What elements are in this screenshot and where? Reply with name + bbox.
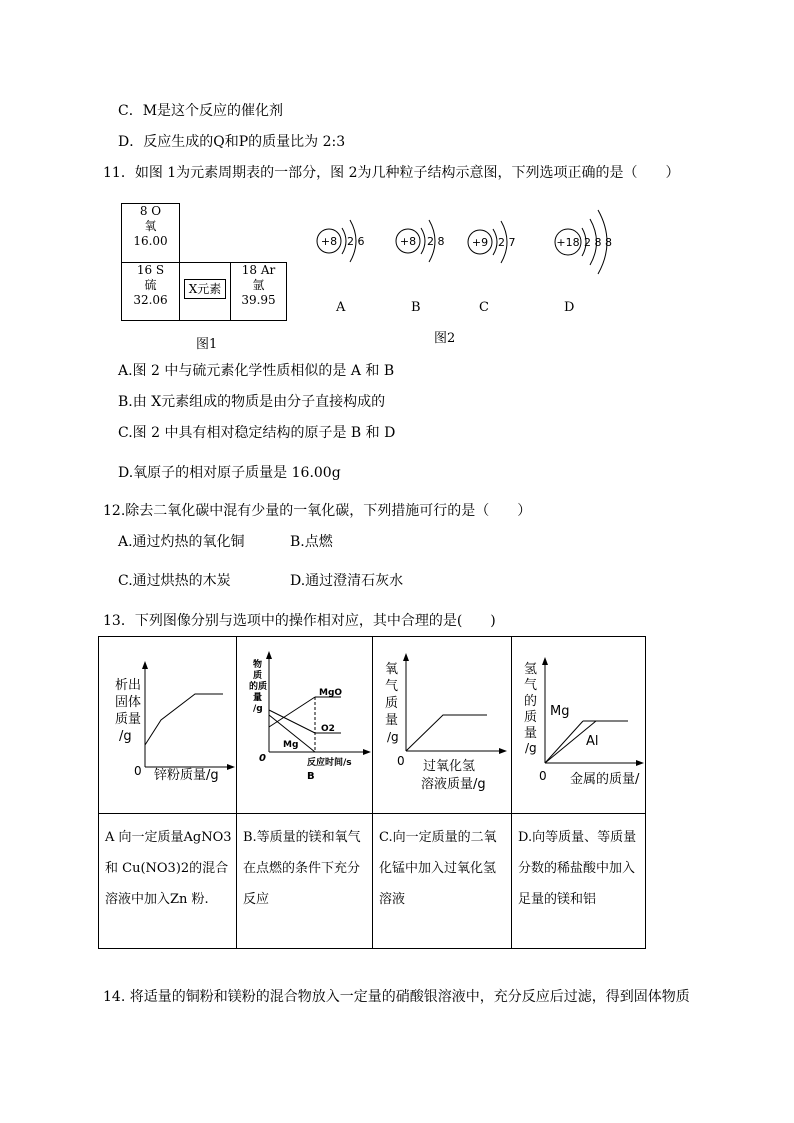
graph-c-origin: 0 bbox=[397, 754, 405, 768]
graph-d-ylabel-4: 质 bbox=[524, 710, 538, 725]
atom-c-shells: 2 7 bbox=[498, 236, 516, 249]
graph-d-description: D.向等质量、等质量分数的稀盐酸中加入足量的镁和铝 bbox=[518, 830, 637, 907]
graph-c-description: C.向一定质量的二氧化锰中加入过氧化氢溶液 bbox=[379, 830, 497, 907]
atom-b-diagram bbox=[396, 220, 445, 262]
atom-b-shells: 2 8 bbox=[427, 235, 445, 248]
graph-b-ylabel-3: 的质 bbox=[249, 682, 268, 692]
cell-x-element bbox=[179, 262, 231, 321]
graph-b-mg-label: Mg bbox=[283, 740, 299, 750]
q11-option-b: B.由 X元素组成的物质是由分子直接构成的 bbox=[118, 394, 386, 410]
q12-stem: 12.除去二氧化碳中混有少量的一氧化碳，下列措施可行的是（ ） bbox=[103, 503, 532, 519]
q12-option-c: C.通过烘热的木炭 bbox=[118, 573, 231, 589]
particle-structure-diagrams bbox=[300, 190, 630, 300]
graph-a-xlabel: 锌粉质量/g bbox=[154, 768, 219, 783]
q14-stem: 14. 将适量的铜粉和镁粉的混合物放入一定量的硝酸银溶液中，充分反应后过滤，得到固体物质 bbox=[103, 989, 690, 1005]
graph-a-ylabel-1: 析出 bbox=[115, 678, 142, 693]
cell-oxygen bbox=[121, 203, 180, 263]
atom-d-shells: 2 8 8 bbox=[584, 236, 612, 249]
graph-a bbox=[99, 637, 236, 813]
graph-b-mgo-label: MgO bbox=[319, 688, 343, 698]
argon-mass: 39.95 bbox=[241, 293, 276, 307]
graph-d-origin: 0 bbox=[539, 769, 547, 783]
graph-d bbox=[512, 637, 646, 813]
atom-label-b: B bbox=[411, 300, 421, 315]
graph-c-ylabel-5: /g bbox=[387, 730, 399, 744]
graph-b-ylabel-5: /g bbox=[253, 704, 263, 714]
graph-b bbox=[237, 637, 374, 813]
atom-label-c: C bbox=[479, 300, 489, 315]
argon-name: 氩 bbox=[252, 278, 265, 292]
atom-c-nucleus: +9 bbox=[471, 236, 489, 249]
graph-a-ylabel-2: 固体 bbox=[115, 695, 142, 710]
atom-a-shells: 2 6 bbox=[347, 235, 365, 248]
q11-option-a: A.图 2 中与硫元素化学性质相似的是 A 和 B bbox=[118, 363, 395, 379]
graph-d-ylabel-5: 量 bbox=[524, 726, 538, 741]
graph-a-origin: 0 bbox=[134, 764, 142, 778]
graph-c-ylabel-4: 量 bbox=[385, 713, 399, 728]
atom-label-a: A bbox=[336, 300, 346, 315]
atom-c-diagram bbox=[468, 221, 516, 263]
graph-b-description: B.等质量的镁和氧气在点燃的条件下充分反应 bbox=[243, 830, 361, 907]
q11-option-d: D.氧原子的相对原子质量是 16.00g bbox=[118, 465, 341, 481]
atom-d-nucleus: +18 bbox=[556, 236, 580, 249]
q12-option-d: D.通过澄清石灰水 bbox=[290, 573, 404, 589]
sulfur-number-symbol: 16 S bbox=[136, 263, 165, 277]
cell-argon bbox=[230, 262, 287, 321]
oxygen-name: 氧 bbox=[144, 219, 157, 233]
graph-c-ylabel-1: 氧 bbox=[385, 662, 399, 677]
graph-b-xlabel: 反应时间/s bbox=[307, 758, 352, 768]
graph-a-ylabel-4: /g bbox=[119, 729, 132, 744]
graph-b-sublabel: B bbox=[307, 771, 315, 782]
cell-sulfur bbox=[121, 262, 180, 321]
graph-d-ylabel-2: 气 bbox=[524, 678, 538, 693]
graph-c-xlabel-2: 溶液质量/g bbox=[421, 777, 486, 792]
graph-c-ylabel-3: 质 bbox=[385, 696, 399, 711]
atom-b-nucleus: +8 bbox=[399, 235, 417, 248]
q13-stem: 13．下列图像分别与选项中的操作相对应，其中合理的是( ) bbox=[103, 613, 496, 629]
atom-label-d: D bbox=[564, 300, 575, 315]
oxygen-mass: 16.00 bbox=[133, 234, 168, 248]
graph-c-ylabel-2: 气 bbox=[385, 679, 399, 694]
graph-d-ylabel-3: 的 bbox=[524, 694, 538, 709]
sulfur-name: 硫 bbox=[144, 278, 157, 292]
atom-d-diagram bbox=[555, 210, 612, 274]
graph-d-ylabel-6: /g bbox=[525, 741, 537, 755]
graph-d-ylabel-1: 氢 bbox=[524, 662, 538, 677]
atom-a-nucleus: +8 bbox=[320, 235, 338, 248]
graph-d-xlabel: 金属的质量/ bbox=[570, 772, 640, 787]
q12-option-a: A.通过灼热的氧化铜 bbox=[118, 534, 245, 550]
graph-d-al-label: Al bbox=[586, 734, 599, 749]
graph-c-xlabel-1: 过氧化氢 bbox=[423, 759, 476, 774]
q11-stem: 11．如图 1为元素周期表的一部分，图 2为几种粒子结构示意图，下列选项正确的是（ ） bbox=[103, 165, 680, 181]
q10-option-d: D．反应生成的Q和P的质量比为 2:3 bbox=[118, 134, 346, 150]
graph-b-origin: 0 bbox=[259, 753, 266, 764]
fig2-caption: 图2 bbox=[434, 331, 456, 346]
graph-a-ylabel-3: 质量 bbox=[115, 712, 142, 727]
atom-a-diagram bbox=[317, 220, 365, 262]
graph-b-o2-label: O2 bbox=[321, 724, 335, 734]
graph-d-mg-label: Mg bbox=[550, 704, 570, 719]
oxygen-number-symbol: 8 O bbox=[139, 204, 162, 218]
sulfur-mass: 32.06 bbox=[133, 293, 168, 307]
graph-b-ylabel-4: 量 bbox=[253, 693, 263, 703]
graph-c bbox=[373, 637, 512, 813]
graph-b-ylabel-1: 物 bbox=[253, 660, 263, 670]
graph-a-description: A 向一定质量AgNO3和 Cu(NO3)2的混合溶液中加入Zn 粉. bbox=[105, 830, 232, 907]
fig1-caption: 图1 bbox=[196, 337, 218, 352]
q11-option-c: C.图 2 中具有相对稳定结构的原子是 B 和 D bbox=[118, 425, 396, 441]
q12-option-b: B.点燃 bbox=[290, 534, 333, 550]
argon-number-symbol: 18 Ar bbox=[241, 263, 276, 277]
graph-b-ylabel-2: 质 bbox=[253, 671, 263, 681]
x-element-name: X元素 bbox=[184, 279, 226, 299]
q10-option-c: C．M是这个反应的催化剂 bbox=[118, 103, 284, 119]
